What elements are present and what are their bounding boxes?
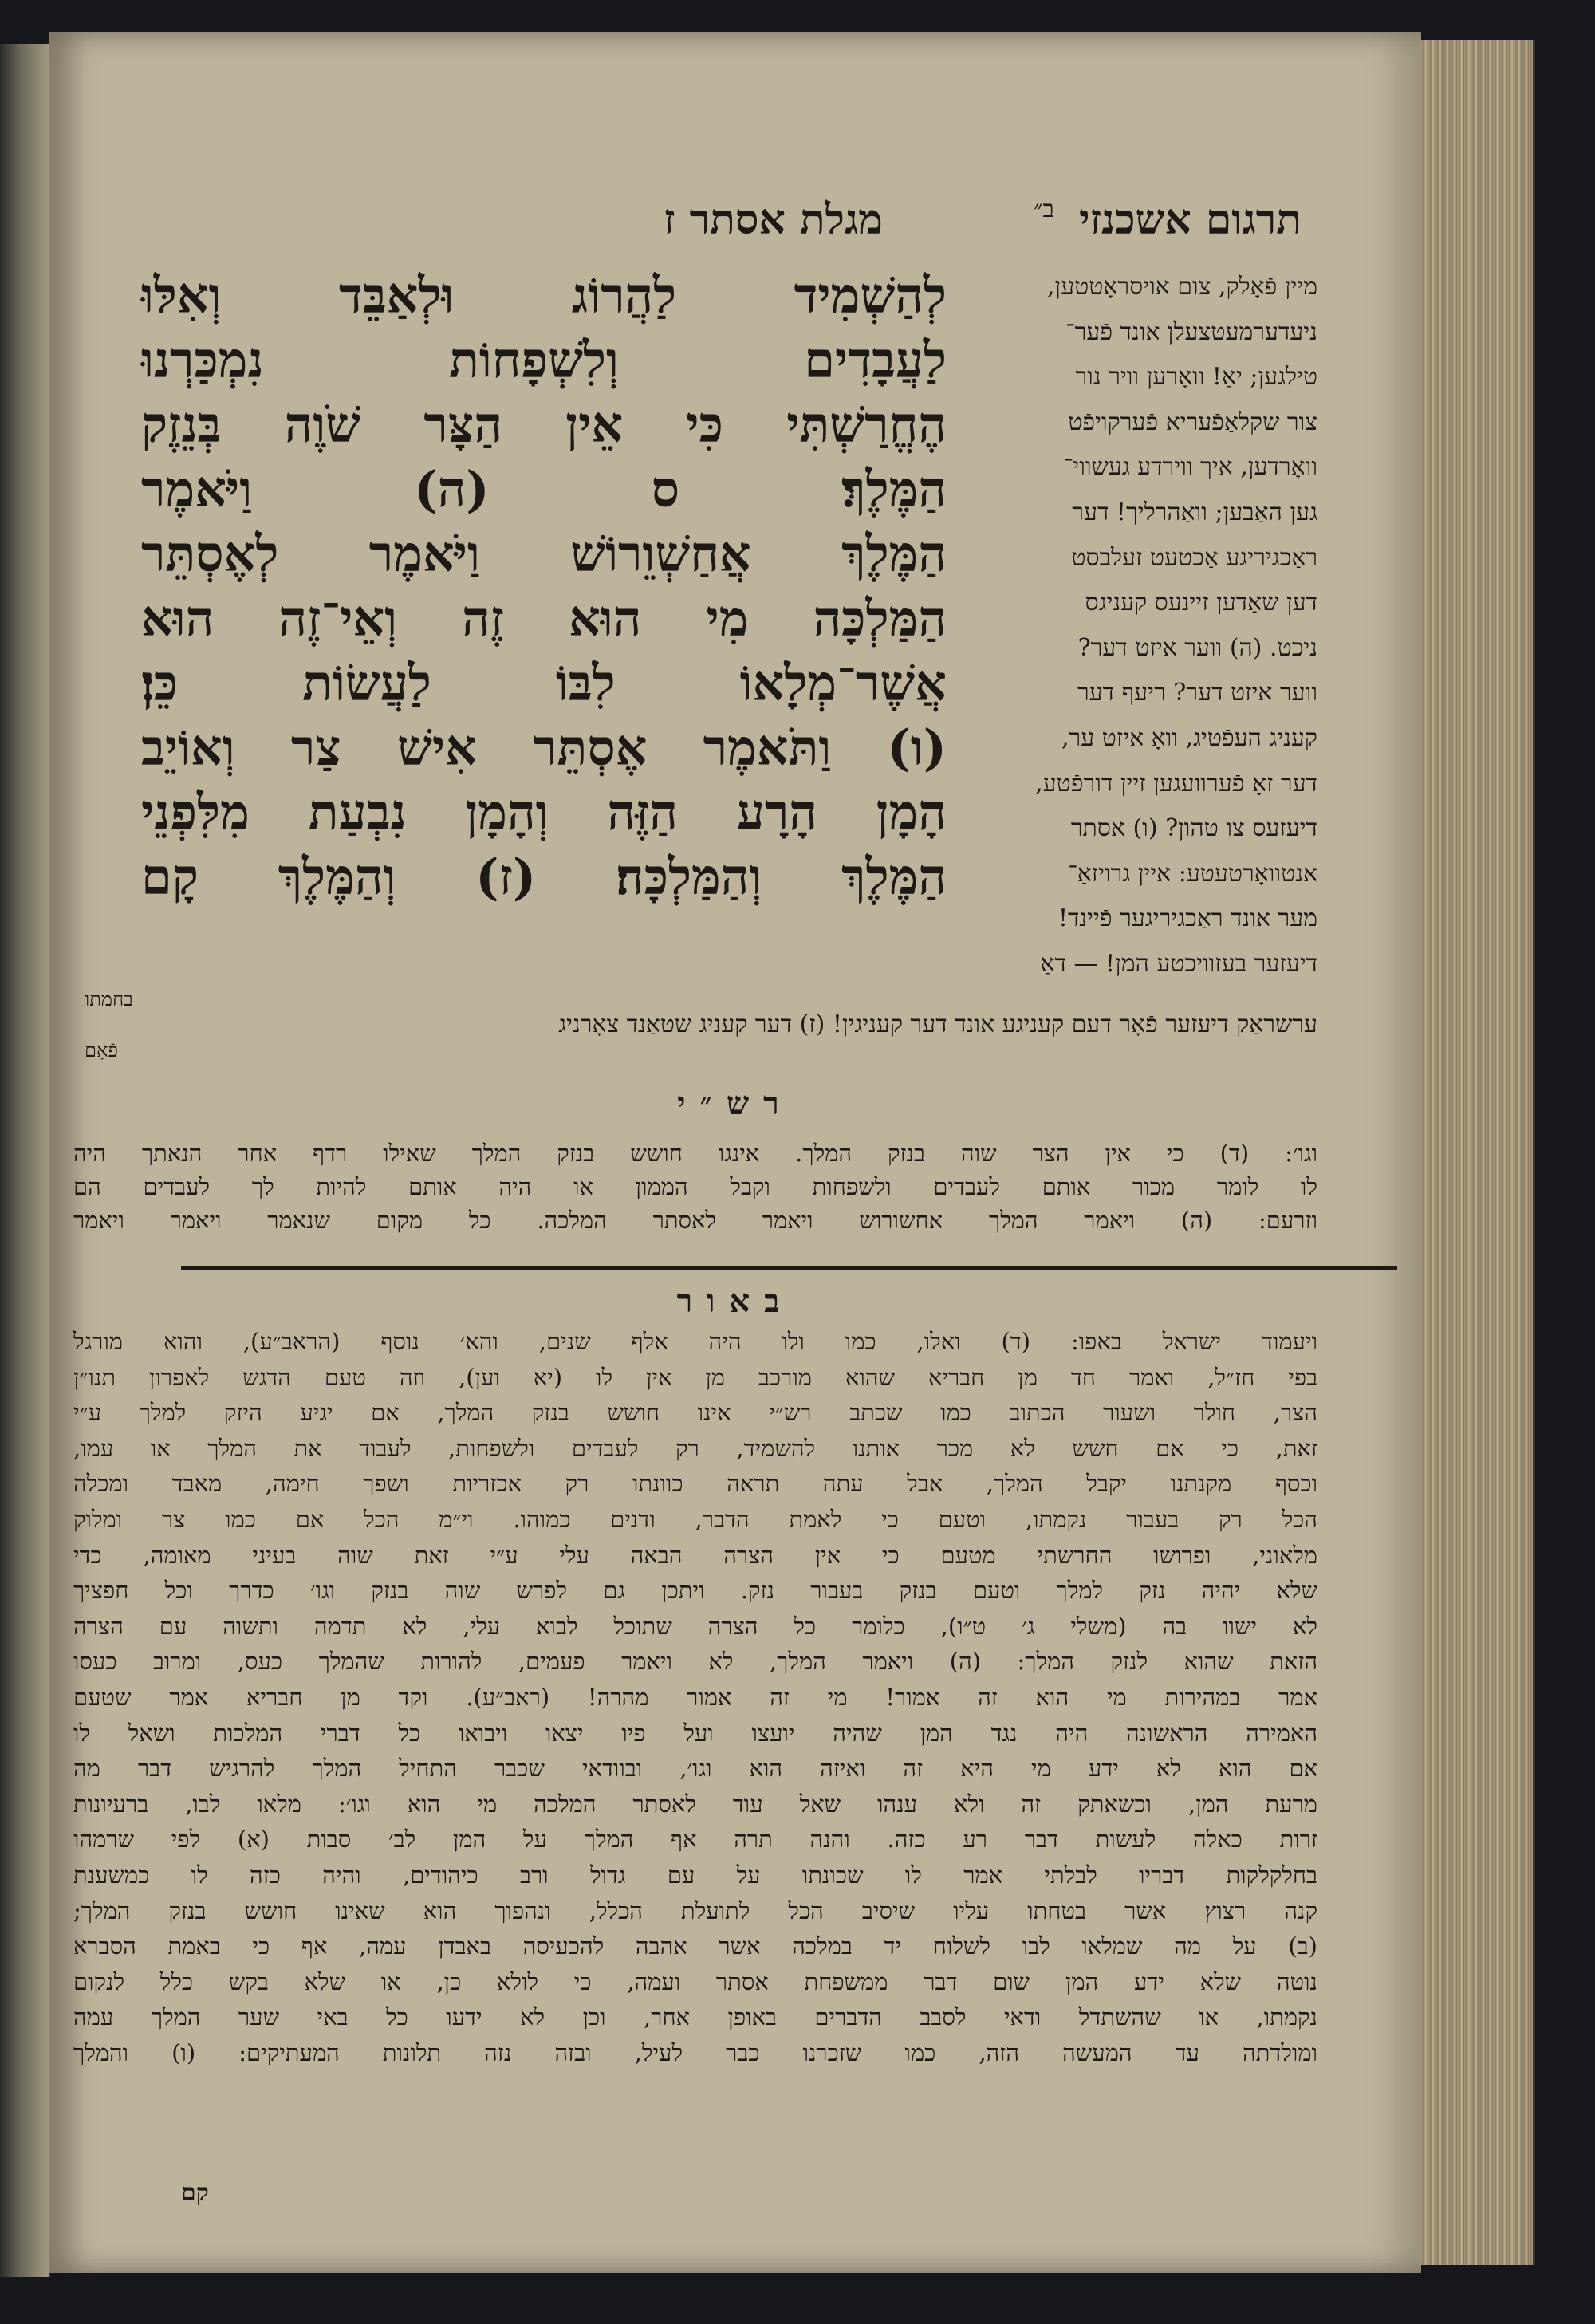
verse-line: הַמַּלְכָּה מִי הוּא זֶה וְאֵי־זֶה הוּא bbox=[141, 589, 947, 648]
beur-commentary bbox=[73, 1324, 1317, 2070]
running-header-left: מגלת אסתר ז bbox=[664, 195, 883, 244]
beur-line: הצר, חולר ושעור הכתוב כמו שכתב רש״י אינו חושש בנזק המלך, אם יגיע היזק למלך ע״י bbox=[73, 1399, 1317, 1427]
translation-line: צור שקלאַפֿעריא פֿערקויפֿט bbox=[1068, 408, 1317, 436]
translation-line: אנטוואָרטעטע: איין גרויזאַ־ bbox=[1068, 859, 1317, 888]
rashi-line: וגו׳: (ד) כי אין הצר שוה בנזק המלך. אינגו חושש בנזק המלך שאילו רדף אחר הנאתך היה bbox=[73, 1140, 1317, 1167]
beur-line: ויעמוד ישראל באפו: (ד) ואלו, כמו ולו היה אלף שנים, והא׳ נוסף (הראב״ע), והוא מורגל bbox=[73, 1328, 1317, 1355]
beur-line: ומולדתה עד המעשה הזה, כמו שזכרנו כבר לעיל, ובזה נזה תלונות המעתיקים: (ו) והמלך bbox=[73, 2038, 1317, 2066]
translation-line: קעניג העפֿטיג, וואָ איזט ער, bbox=[1061, 723, 1317, 752]
rashi-line: לו לומר מכור אותם לעבדים ולשפחות וקבל הממון או היה אותם להיות לך לעבדים הם bbox=[73, 1173, 1317, 1200]
translation-line: דען שאַדען זיינעס קעניגס bbox=[1085, 589, 1317, 617]
beur-line: מלאוני, ופרושו החרשתי מטעם כי אין הצרה הבאה עלי ע״י זאת שוה בעיני מאומה, כדי bbox=[73, 1541, 1317, 1569]
beur-title: באור bbox=[676, 1282, 794, 1320]
beur-line: נוטה שלא ידע המן שום דבר ממשפחת אסתר ועמה, כי לולא כן, או שלא בקש כלל לנקום bbox=[73, 1968, 1317, 1995]
verse-line: אֲשֶׁר־מְלָאוֹ לִבּוֹ לַעֲשׂוֹת כֵּן׃ bbox=[141, 654, 947, 712]
page-stack-edges bbox=[1421, 40, 1535, 2265]
translation-line: וואָרדען, איך ווירדע געשווי־ bbox=[1063, 453, 1317, 482]
translation-line: ניכט. (ה) ווער איזט דער? bbox=[1077, 633, 1317, 662]
verse-line: הַמֶּלֶךְ אֲחַשְׁוֵרוֹשׁ וַיֹּאמֶר לְאֶסְתֵּר bbox=[141, 525, 947, 583]
rashi-line: וזרעם: (ה) ויאמר המלך אחשורוש ויאמר לאסתר המלכה. כל מקום שנאמר ויאמר ויאמר bbox=[73, 1207, 1317, 1234]
left-page-edge bbox=[0, 44, 51, 2277]
beur-line: האמירה הראשונה היה נגד המן שהיה יועצו ועל פיו יצאו ויבואו כל דברי המלכות ושאל לו bbox=[73, 1719, 1317, 1747]
translation-tail-line: ערשראַק דיעזער פֿאָר דעם קעניגע אונד דער קעניגין! (ז) דער קעניג שטאַנד צאָרניג bbox=[558, 1010, 1317, 1038]
translation-line: ראַכגיריגע אַכטעט זעלבסט bbox=[1071, 543, 1317, 572]
beur-line: בחלקלקות דבריו לבלתי אמר לו שכונתו על עם גדול ורב כיהודים, והיה כזה לו כמשענת bbox=[73, 1861, 1317, 1889]
beur-line: הזאת שהוא לנזק המלך: (ה) ויאמר המלך, לא ויאמר פעמים, להורות שהמלך כעס, ומרוב כעסו bbox=[73, 1648, 1317, 1676]
beur-line: זאת, כי אם חשש לא מכר אותנו להשמיד, רק לעבדים ולשפחות, לעבוד את המלך או עמו, bbox=[73, 1434, 1317, 1462]
section-divider bbox=[181, 1266, 1397, 1270]
verse-catchword: בחמתו bbox=[85, 988, 133, 1010]
beur-line: אם הוא לא ידע מי היא זה ואיזה הוא וגו׳, ובוודאי שכבר התחיל המלך להרגיש דבר מה bbox=[73, 1755, 1317, 1782]
translation-catchword: פֿאָם bbox=[85, 1039, 118, 1062]
translation-line: מיין פֿאָלק, צום אויסראָטטען, bbox=[1047, 273, 1317, 301]
beur-line: שלא יהיה נזק למלך וטעם בנזק בעבור נזק. ויתכן גם לפרש שוה בנזק וגו׳ כדרך וכל חפציך bbox=[73, 1577, 1317, 1605]
verse-line: הַמֶּלֶךְ׃ ס (ה) וַיֹּאמֶר bbox=[141, 460, 947, 518]
beur-line: זרות כאלה לעשות דבר רע כזה. והנה תרה אף המלך על המן לב׳ סבות (א) לפי שרמהו bbox=[73, 1826, 1317, 1853]
translation-column bbox=[963, 265, 1317, 987]
verse-line: לַעֲבָדִים וְלִשְׁפָחוֹת נִמְכַּרְנוּ bbox=[141, 331, 947, 389]
translation-line: גען האַבען; וואַהרליך! דער bbox=[1072, 498, 1317, 526]
translation-line: דער זאָ פֿערוועגען זיין דורפֿטע, bbox=[1035, 769, 1317, 798]
beur-line: נקמתו, או שהשתדל ודאי לסבב הדברים באופן אחר, וכן לא ידעו כל באי שער המלך עמה bbox=[73, 2003, 1317, 2031]
rashi-commentary bbox=[73, 1136, 1317, 1237]
verse-line: (ו) וַתֹּאמֶר אֶסְתֵּר אִישׁ צַר וְאוֹיֵב bbox=[141, 719, 947, 777]
book-page bbox=[49, 32, 1421, 2273]
verse-line: הַמֶּלֶךְ וְהַמַּלְכָּה׃ (ז) וְהַמֶּלֶךְ קָם bbox=[141, 848, 947, 906]
beur-line: וכסף מקנתנו יקבל המלך, אבל עתה תראה כוונתו רק אכזריות ושפך חימה, מאבד ומכלה bbox=[73, 1470, 1317, 1498]
beur-line: מרעת המן, וכשאתק זה ולא ענהו שאל עוד לאסתר המלכה מי הוא וגו׳: מלאו לבו, ברעיונות bbox=[73, 1790, 1317, 1818]
translation-line: דיעזער בעזוויכטע המן! — דאַ bbox=[1040, 949, 1317, 978]
beur-line: אמר במהירות מי הוא זה אמור! מי זה אמור מהרה! (ראב״ע). וקד מן חבריא אמר שטעם bbox=[73, 1683, 1317, 1711]
beur-line: לא ישוו בה (משלי ג׳ ט״ו), כלומר כל הצרה שתוכל לבוא עלי, לא תדמה ותשוה עם הצרה bbox=[73, 1612, 1317, 1640]
translation-line: דיעזעס צו טהון? (ו) אסתר bbox=[1070, 814, 1317, 843]
verse-line: לְהַשְׁמִיד לַהֲרוֹג וּלְאַבֵּד וְאִלּוּ bbox=[141, 266, 947, 325]
translation-line: ניעדערמעטצעלן אונד פֿער־ bbox=[1065, 317, 1317, 346]
signature-mark: ב״ bbox=[1034, 195, 1054, 223]
running-header-right: תרגום אשכנזי bbox=[1079, 195, 1302, 244]
verse-column bbox=[141, 263, 947, 909]
rashi-title: רש״י bbox=[677, 1085, 794, 1122]
translation-line: ווער איזט דער? ריעף דער bbox=[1077, 679, 1317, 707]
verse-line: הָמָן הָרָע הַזֶּה וְהָמָן נִבְעַת מִלִּפְנֵי bbox=[141, 783, 947, 841]
beur-line: (ב) על מה שמלאו לבו לשלוח יד במלכה אשר אהבה להכעיסה באבדן עמה, אף כי באמת הסברא bbox=[73, 1932, 1317, 1960]
beur-line: הכל רק בעבור נקמתו, וטעם כי לאמת הדבר, ודנים כמוהו. וי״מ הכל אם כמו צר ומלוק bbox=[73, 1505, 1317, 1533]
beur-line: בפי חז״ל, ואמר חד מן חבריא שהוא מורכב מן אין לו (יא וען), וזה טעם הדגש לאפרון תנו״ן bbox=[73, 1363, 1317, 1391]
page-catchword: קם bbox=[181, 2179, 209, 2207]
translation-line: טילגען; יאַ! וואָרען וויר נור bbox=[1075, 363, 1317, 392]
beur-line: קנה רצוץ אשר בטחתו עליו שיסיב הכל לתועלת הכלל, ונהפוך הוא שאינו חושש בנזק המלך; bbox=[73, 1897, 1317, 1924]
verse-line: הֶחֱרַשְׁתִּי כִּי אֵין הַצָּר שֹׁוֶה בְּנֵזֶק bbox=[141, 396, 947, 454]
translation-line: מער אונד ראַכגיריגער פֿיינד! bbox=[1057, 904, 1317, 933]
